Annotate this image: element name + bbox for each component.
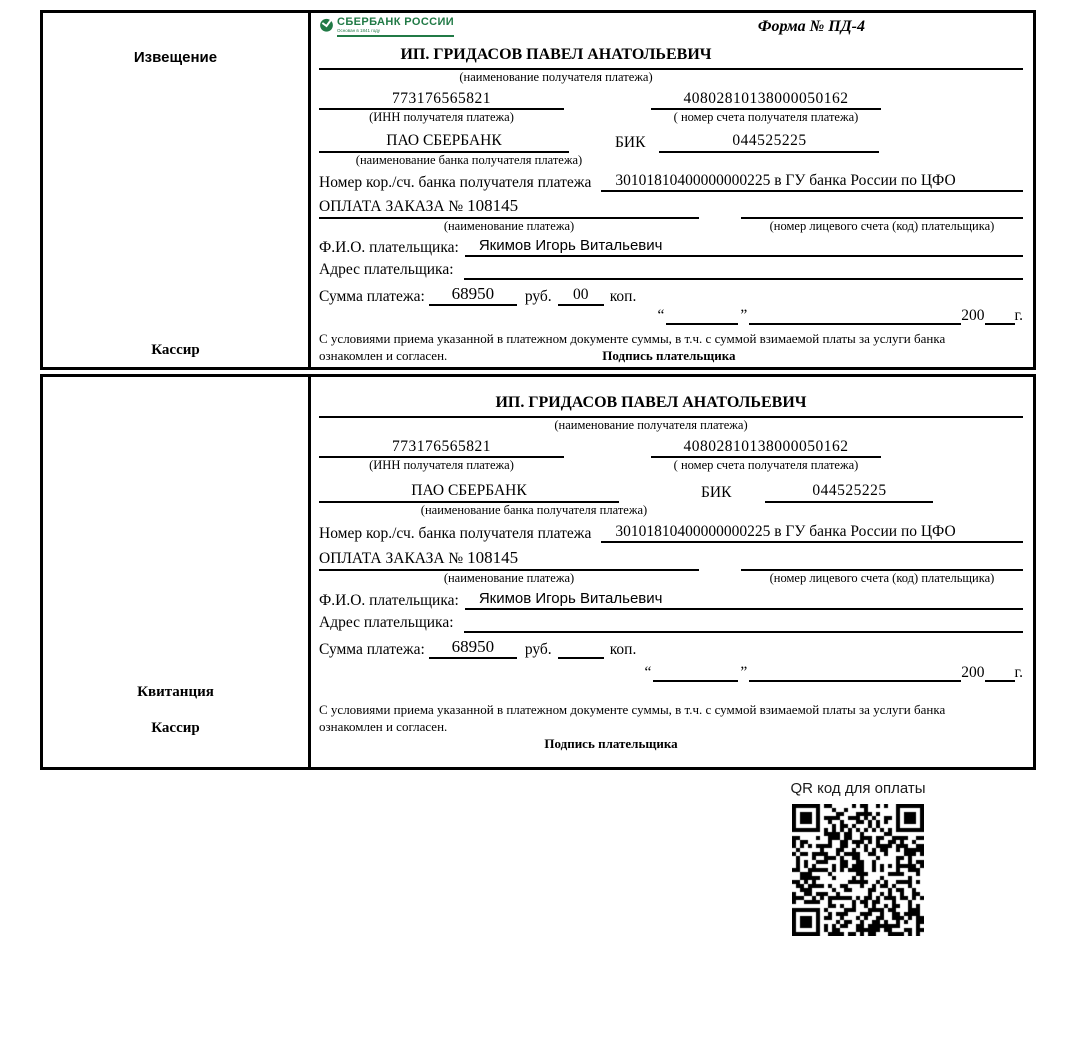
bank-brand-tagline: Основан в 1841 году	[337, 28, 381, 33]
payer-signature-label: Подпись плательщика	[602, 347, 736, 363]
payee-name: ИП. ГРИДАСОВ ПАВЕЛ АНАТОЛЬЕВИЧ	[495, 394, 807, 411]
date-line	[319, 306, 1023, 325]
year-blank-line	[985, 665, 1015, 682]
qr-block	[778, 780, 938, 936]
year-prefix: 200	[961, 306, 985, 324]
payee-inn-value: 773176565821	[319, 437, 564, 458]
year-prefix: 200	[961, 663, 985, 681]
payer-fio-label: Ф.И.О. плательщика:	[319, 238, 459, 256]
day-blank-line	[666, 308, 738, 325]
notice-section	[40, 10, 1036, 370]
order-number: 108145	[467, 196, 519, 216]
sberbank-logo	[319, 17, 454, 37]
cashier-label: Кассир	[151, 720, 200, 736]
bank-caption: (наименование банка получателя платежа)	[355, 152, 583, 167]
receipt-side-column	[43, 377, 311, 767]
purpose-caption: (наименование платежа)	[443, 570, 575, 585]
payer-address-blank-line	[464, 278, 1023, 280]
payment-purpose-line	[319, 547, 699, 570]
personal-account-caption: (номер лицевого счета (код) плательщика)	[769, 218, 995, 233]
open-quote: “	[644, 663, 652, 681]
receipt-content	[311, 377, 1033, 767]
payer-signature-label: Подпись плательщика	[544, 735, 678, 751]
bank-brand-name: СБЕРБАНК РОССИИ	[337, 16, 455, 28]
amount-kop-value: 00	[558, 285, 604, 306]
bik-label: БИК	[701, 484, 732, 502]
kop-label: коп.	[609, 640, 637, 658]
bik-value: 044525225	[765, 481, 933, 502]
payee-account-value: 40802810138000050162	[651, 437, 881, 458]
amount-label: Сумма платежа:	[319, 640, 425, 658]
agreement-line1: С условиями приема указанной в платежном документе суммы, в т.ч. с суммой взимаемой платы за услуги банка	[319, 331, 946, 347]
rub-label: руб.	[524, 287, 552, 305]
notice-content	[311, 13, 1033, 367]
year-blank-line	[985, 308, 1015, 325]
inn-caption: (ИНН получателя платежа)	[369, 458, 514, 473]
payer-fio-label: Ф.И.О. плательщика:	[319, 591, 459, 609]
payment-purpose-line	[319, 195, 699, 218]
close-quote: ”	[740, 663, 748, 681]
inn-caption: (ИНН получателя платежа)	[369, 110, 514, 125]
kop-label: коп.	[609, 287, 637, 305]
account-caption: ( номер счета получателя платежа)	[673, 458, 859, 473]
date-line	[319, 663, 1023, 682]
notice-side-column	[43, 13, 311, 367]
payer-name-value: Якимов Игорь Витальевич	[465, 590, 1023, 611]
payer-name-value: Якимов Игорь Витальевич	[465, 237, 1023, 258]
corr-account-value: 30101810400000000225 в ГУ банка России по ЦФО	[601, 522, 1023, 543]
cashier-label: Кассир	[151, 342, 200, 358]
corr-account-label: Номер кор./сч. банка получателя платежа	[319, 173, 592, 191]
payee-name-line	[319, 45, 1023, 70]
agreement-line2: ознакомлен и согласен.	[319, 718, 448, 734]
receipt-section	[40, 374, 1036, 770]
agreement-text	[319, 702, 1023, 752]
payee-caption: (наименование получателя платежа)	[459, 70, 653, 84]
amount-kop-blank	[558, 657, 604, 659]
agreement-line1: С условиями приема указанной в платежном документе суммы, в т.ч. с суммой взимаемой платы за услуги банка	[319, 702, 946, 718]
bank-name-value: ПАО СБЕРБАНК	[319, 481, 619, 502]
bank-caption: (наименование банка получателя платежа)	[420, 502, 648, 517]
payee-account-value: 40802810138000050162	[651, 89, 881, 110]
payer-address-label: Адрес плательщика:	[319, 261, 454, 279]
day-blank-line	[653, 665, 738, 682]
amount-label: Сумма платежа:	[319, 287, 425, 305]
corr-account-value: 30101810400000000225 в ГУ банка России по ЦФО	[601, 171, 1023, 192]
agreement-text	[319, 331, 1023, 364]
order-number: 108145	[467, 548, 519, 568]
open-quote: “	[657, 306, 665, 324]
payer-address-label: Адрес плательщика:	[319, 614, 454, 632]
qr-code-image	[792, 804, 924, 936]
payee-name: ИП. ГРИДАСОВ ПАВЕЛ АНАТОЛЬЕВИЧ	[400, 46, 712, 63]
bank-name-value: ПАО СБЕРБАНК	[319, 131, 569, 152]
year-suffix: г.	[1014, 306, 1023, 324]
year-suffix: г.	[1014, 663, 1023, 681]
bik-value: 044525225	[659, 131, 879, 152]
payee-name-line	[319, 393, 1023, 418]
payment-purpose: ОПЛАТА ЗАКАЗА №	[319, 198, 464, 216]
purpose-caption: (наименование платежа)	[443, 218, 575, 233]
close-quote: ”	[740, 306, 748, 324]
form-number-title: Форма № ПД-4	[757, 18, 865, 35]
agreement-line2: ознакомлен и согласен.	[319, 347, 448, 363]
month-blank-line	[749, 665, 961, 682]
amount-rub-value: 68950	[429, 636, 517, 659]
month-blank-line	[749, 308, 961, 325]
rub-label: руб.	[524, 640, 552, 658]
qr-label: QR код для оплаты	[790, 780, 926, 797]
payee-caption: (наименование получателя платежа)	[554, 418, 748, 432]
payer-address-blank-line	[464, 631, 1023, 633]
receipt-label: Квитанция	[137, 684, 214, 700]
account-caption: ( номер счета получателя платежа)	[673, 110, 859, 125]
personal-account-caption: (номер лицевого счета (код) плательщика)	[769, 570, 995, 585]
sberbank-circle-icon	[319, 17, 334, 32]
payment-purpose: ОПЛАТА ЗАКАЗА №	[319, 550, 464, 568]
bik-label: БИК	[615, 134, 646, 152]
amount-rub-value: 68950	[429, 283, 517, 306]
corr-account-label: Номер кор./сч. банка получателя платежа	[319, 524, 592, 542]
notice-label: Извещение	[133, 49, 218, 66]
payee-inn-value: 773176565821	[319, 89, 564, 110]
